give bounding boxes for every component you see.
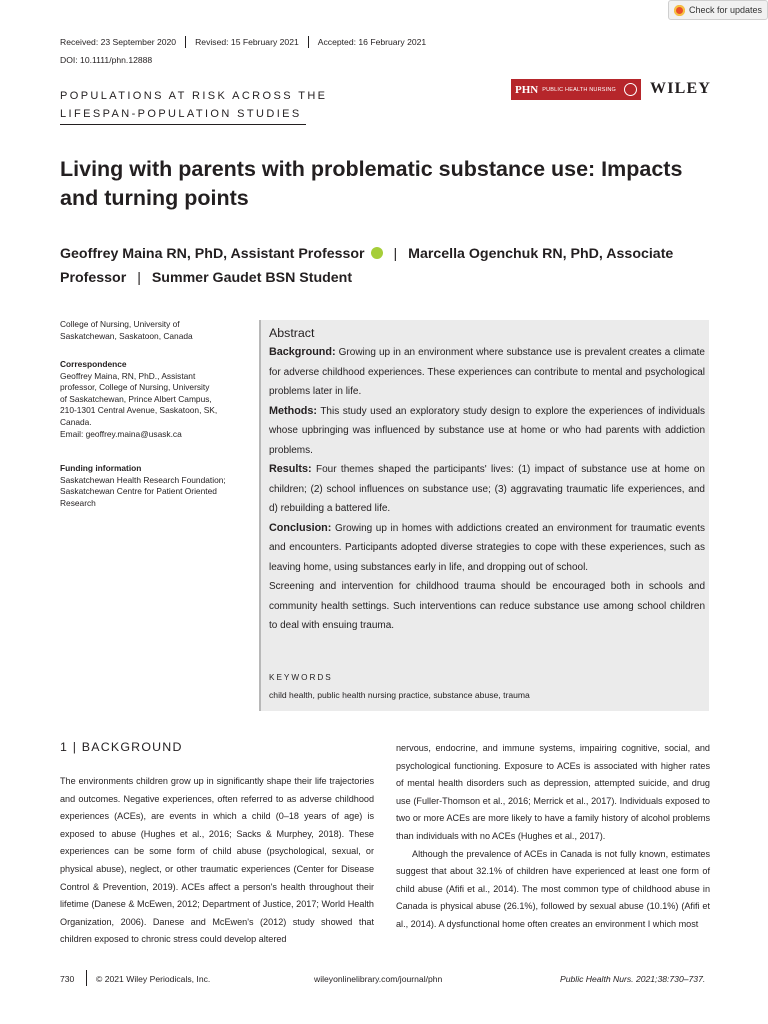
funding-info: [60, 463, 250, 509]
accepted-date: Accepted: 16 February 2021: [308, 36, 435, 48]
funding-line: Research: [60, 497, 96, 508]
check-for-updates-label: Check for updates: [689, 5, 763, 15]
wiley-logo: WILEY: [650, 80, 712, 97]
abstract-methods-label: Methods:: [269, 404, 317, 417]
author-separator: |: [393, 246, 398, 262]
abstract-methods-text: This study used an exploratory study design to explore the experiences of individuals whose upbringing was influenced by substance use at home or who had parents with addiction problems.: [269, 405, 705, 456]
affiliation-line: Saskatchewan, Saskatoon, Canada: [60, 330, 193, 341]
affiliation: [60, 319, 250, 342]
correspondence-line: Geoffrey Maina, RN, PhD., Assistant: [60, 370, 196, 381]
keywords-list: child health, public health nursing practice, substance abuse, trauma: [269, 690, 530, 700]
author-list: [60, 242, 720, 290]
abstract-conclusion: [269, 519, 705, 578]
journal-url[interactable]: wileyonlinelibrary.com/journal/phn: [314, 974, 443, 984]
abstract-background-label: Background:: [269, 346, 336, 358]
keywords-label: KEYWORDS: [269, 673, 333, 682]
section-heading: [60, 87, 327, 123]
phn-journal-logo: [511, 79, 641, 100]
funding-label: Funding information: [60, 463, 142, 473]
correspondence: [60, 359, 250, 440]
abstract-conclusion-label: Conclusion:: [269, 521, 332, 534]
author-3[interactable]: Summer Gaudet BSN Student: [151, 270, 353, 286]
body-paragraph: nervous, endocrine, and immune systems, impairing cognitive, social, and psychological functioning. Exposure to ACEs is associated with higher rates of mental health disorders such as depression, attempted suicide, and drug use (Fuller-Thomson et al., 2016; Merrick et al., 2017). Individuals exposed to two or more ACEs are more likely to have a family history of alcohol problems than individuals with no ACEs (Hughes et al., 2017).: [396, 743, 710, 841]
article-title: Living with parents with problematic substance use: Impacts and turning points: [60, 157, 683, 210]
author-1[interactable]: Geoffrey Maina RN, PhD, Assistant Professor: [60, 246, 365, 262]
correspondence-line: professor, College of Nursing, University: [60, 382, 210, 393]
citation: Public Health Nurs. 2021;38:730–737.: [560, 974, 706, 984]
correspondence-email[interactable]: Email: geoffrey.maina@usask.ca: [60, 428, 182, 439]
orcid-icon[interactable]: [371, 247, 383, 259]
crossmark-icon: [674, 5, 685, 16]
abstract-results: [269, 460, 705, 519]
phn-seal-icon: [624, 83, 637, 96]
section-heading-line1: POPULATIONS AT RISK ACROSS THE: [60, 90, 328, 102]
correspondence-line: 210-1301 Central Avenue, Saskatoon, SK,: [60, 405, 218, 416]
abstract-heading: Abstract: [269, 326, 315, 340]
abstract-methods: [269, 402, 705, 461]
page-number: 730: [60, 974, 75, 984]
affiliation-line: College of Nursing, University of: [60, 319, 180, 329]
phn-logo-subtitle: PUBLIC HEALTH NURSING: [542, 86, 617, 93]
revised-date: Revised: 15 February 2021: [185, 36, 308, 48]
abstract-side-bar: [259, 320, 261, 711]
background-heading: 1 | BACKGROUND: [60, 740, 183, 754]
section-heading-line2: LIFESPAN-POPULATION STUDIES: [60, 108, 302, 120]
body-paragraph: The environments children grow up in significantly shape their life trajectories and outcomes. Negative experiences, often referred to as adverse childhood experiences (ACEs), are events in which a child (0–18 years of age) is exposed to abuse (Hughes et al., 2016; Sacks & Murphey, 2018). These experiences can be some form of child abuse (psychological, sexual, or physical abuse), neglect, or other traumatic experiences (Center for Disease Control & Prevention, 2019). ACEs affect a person's health throughout their lifetime (Danese & McEwen, 2012; Department of Justice, 2017; World Health Organization, 2006). Danese and McEwen's (2012) study showed that children exposed to chronic stress could develop altered: [60, 776, 374, 945]
article-dates: [60, 36, 435, 48]
abstract-content: [269, 324, 705, 636]
footer-separator: [86, 970, 87, 986]
phn-logo-text: PHN: [515, 83, 539, 96]
author-separator: |: [137, 270, 141, 286]
abstract-results-label: Results:: [269, 463, 312, 475]
body-paragraph: Although the prevalence of ACEs in Canada is not fully known, estimates suggest that about 32.1% of children have experienced at least one form of child abuse (Afifi et al., 2014). The most common type of childhood abuse in Canada is physical abuse (26.1%), followed by sexual abuse (10.1%) (Afifi et al., 2014). A dysfunctional home often creates an environment I which most: [396, 848, 710, 929]
correspondence-line: of Saskatchewan, Prince Albert Campus,: [60, 393, 212, 404]
abstract-conclusion-text: Growing up in homes with addictions created an environment for traumatic events and encounters. Participants adopted diverse strategies to cope with these experiences, such as leaving home, using substances early in life, and dropping out of school.: [269, 522, 705, 573]
funding-line: Saskatchewan Centre for Patient Oriented: [60, 486, 217, 497]
doi-link[interactable]: DOI: 10.1111/phn.12888: [60, 55, 153, 65]
abstract-results-text: Four themes shaped the participants' lives: (1) impact of substance use at home on children; (2) school influences on substance use; (3) aggravating traumatic life experiences, and d) rebuilding a battered life.: [269, 464, 705, 514]
received-date: Received: 23 September 2020: [60, 37, 177, 47]
body-left-column: [60, 773, 374, 949]
correspondence-label: Correspondence: [60, 359, 127, 369]
section-rule: [60, 124, 306, 125]
funding-line: Saskatchewan Health Research Foundation;: [60, 474, 226, 485]
author-2-line2: Professor: [60, 270, 127, 286]
correspondence-line: Canada.: [60, 416, 92, 427]
copyright: © 2021 Wiley Periodicals, Inc.: [96, 974, 211, 984]
check-for-updates-button[interactable]: [668, 0, 768, 20]
body-right-column: [396, 740, 710, 934]
abstract-final: Screening and intervention for childhood trauma should be encouraged both in schools and community health settings. Such interventions can reduce substance use among school children to deal with ensuing trauma.: [269, 581, 705, 631]
author-2-line1: Marcella Ogenchuk RN, PhD, Associate: [408, 246, 674, 262]
abstract-background: [269, 343, 705, 402]
abstract-background-text: Growing up in an environment where substance use is prevalent creates a climate for adverse childhood experiences. These experiences can contribute to mental and psychological problems later in life.: [269, 347, 705, 397]
